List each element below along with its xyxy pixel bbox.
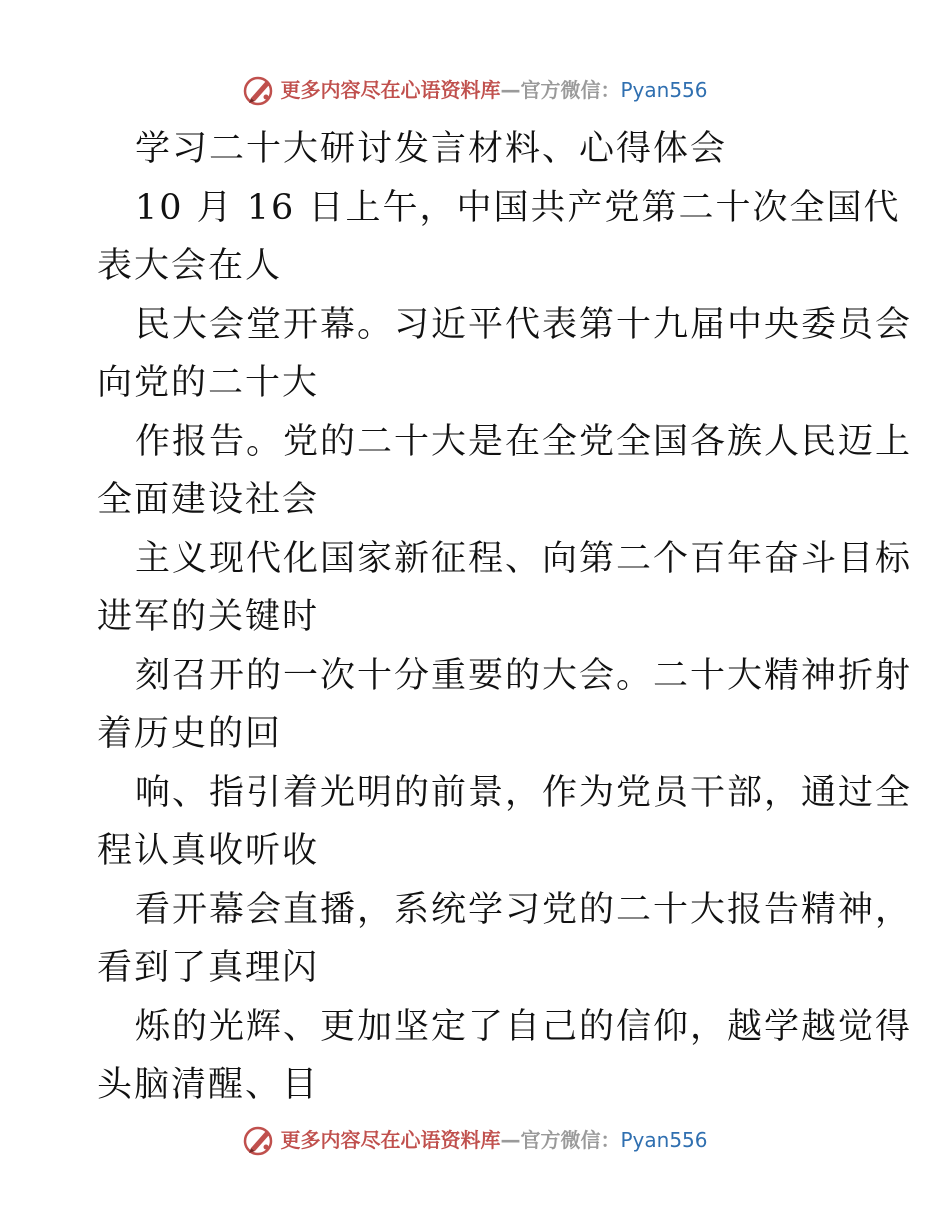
paragraph-line: 全面建设社会	[97, 480, 320, 520]
banner-separator: —官方微信：	[500, 78, 621, 102]
paragraph-line: 进军的关键时	[97, 597, 320, 637]
paragraph-line: 响、指引着光明的前景，作为党员干部，通过全	[135, 772, 913, 813]
paragraph-line: 作报告。党的二十大是在全党全国各族人民迈上	[135, 421, 913, 462]
document-body	[97, 120, 913, 1115]
document-title: 学习二十大研讨发言材料、心得体会	[135, 129, 728, 169]
banner-title: 更多内容尽在心语资料库	[280, 1128, 501, 1152]
paragraph-line: 看开幕会直播，系统学习党的二十大报告精神，	[135, 889, 913, 930]
paragraph-line: 10 月 16 日上午，中国共产党第二十次全国代	[135, 187, 901, 228]
banner-wechat-id: Pyan556	[620, 1128, 708, 1152]
paragraph-line: 程认真收听收	[97, 831, 320, 871]
paragraph-line: 看到了真理闪	[97, 948, 320, 988]
paragraph-line: 刻召开的一次十分重要的大会。二十大精神折射	[135, 655, 913, 696]
paragraph-line: 向党的二十大	[97, 363, 320, 403]
paragraph-line: 主义现代化国家新征程、向第二个百年奋斗目标	[135, 538, 913, 579]
paragraph-line: 表大会在人	[97, 246, 283, 286]
paragraph-line: 头脑清醒、目	[97, 1065, 320, 1105]
paragraph-line: 烁的光辉、更加坚定了自己的信仰，越学越觉得	[135, 1006, 913, 1047]
footer-banner	[0, 1120, 950, 1160]
paragraph-line: 着历史的回	[97, 714, 283, 754]
banner-title: 更多内容尽在心语资料库	[280, 78, 501, 102]
pen-logo-icon	[242, 1123, 276, 1157]
pen-logo-icon	[242, 73, 276, 107]
header-banner	[0, 70, 950, 110]
banner-wechat-id: Pyan556	[620, 78, 708, 102]
banner-separator: —官方微信：	[500, 1128, 621, 1152]
paragraph-line: 民大会堂开幕。习近平代表第十九届中央委员会	[135, 304, 913, 345]
